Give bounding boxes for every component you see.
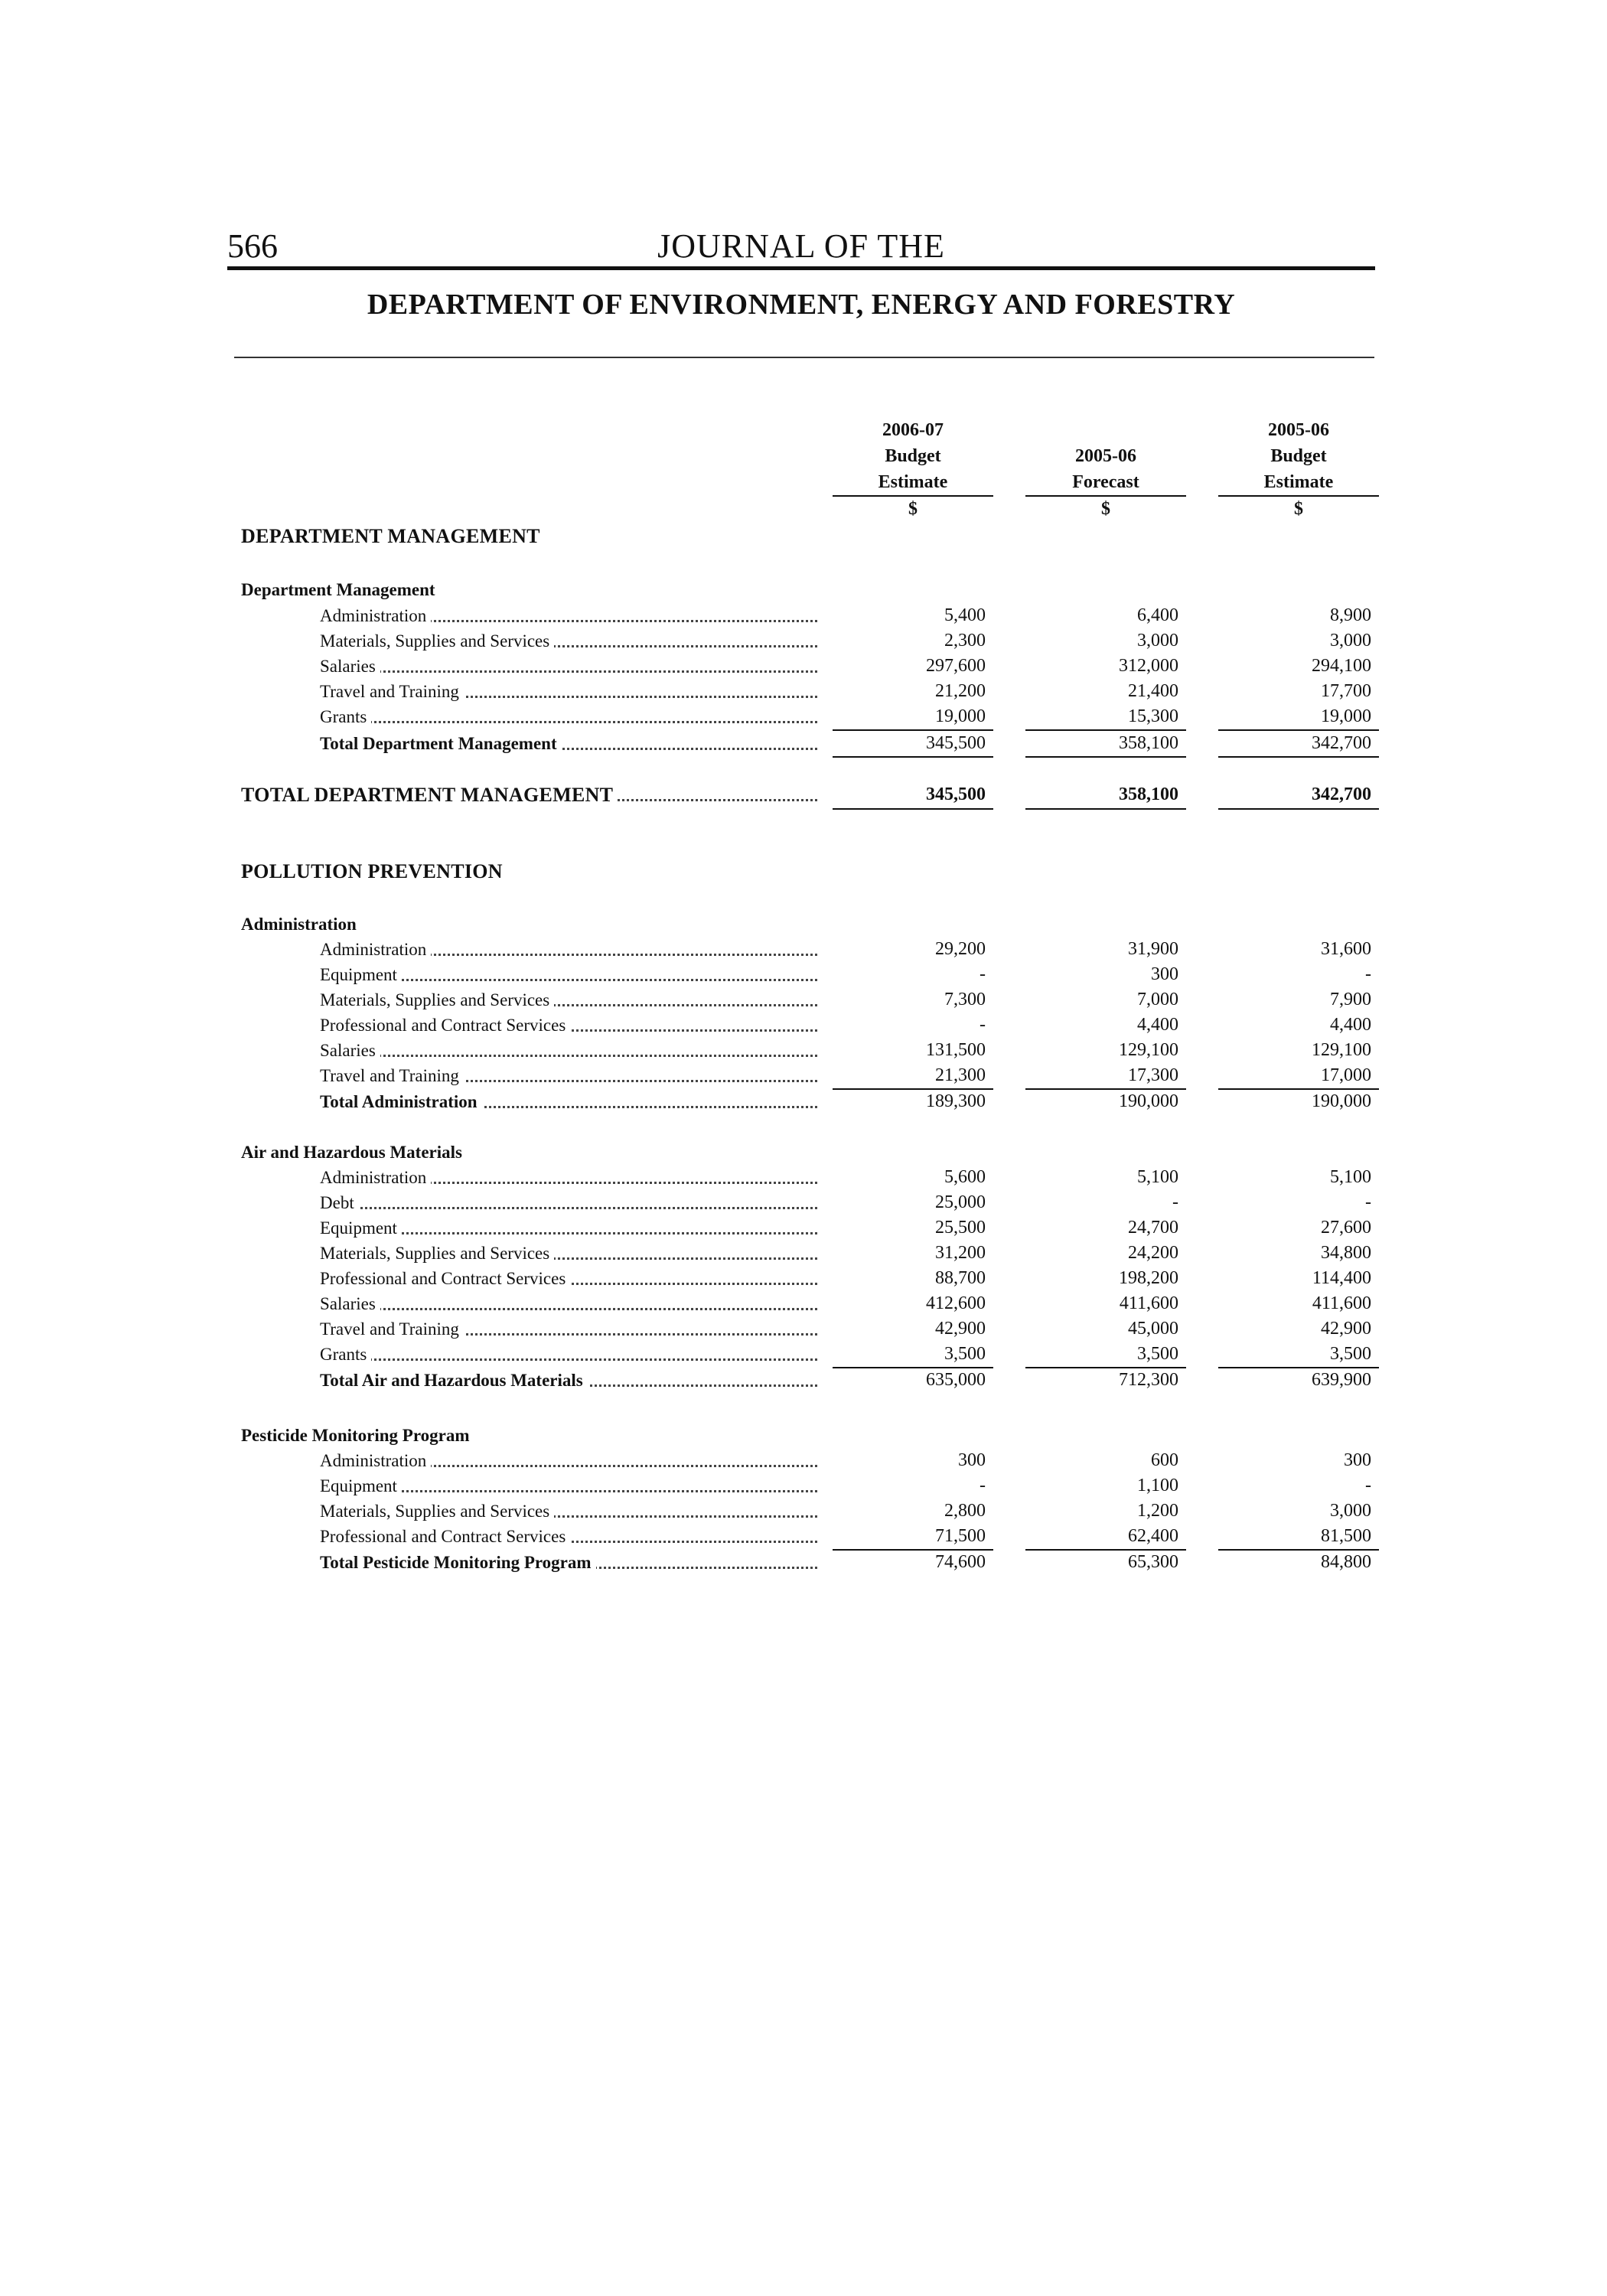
group-title: Department Management: [241, 580, 435, 599]
row-label: Total Air and Hazardous Materials: [320, 1371, 588, 1390]
table-row: [0, 628, 1607, 654]
row-label: Equipment: [320, 1218, 402, 1238]
row-value: 4,400: [1137, 1015, 1178, 1035]
row-value: 74,600: [935, 1552, 986, 1572]
row-value: 21,300: [935, 1065, 986, 1085]
row-value: 129,100: [1119, 1040, 1178, 1060]
row-value: 345,500: [926, 784, 986, 804]
row-value: 342,700: [1312, 733, 1371, 753]
row-label: Total Pesticide Monitoring Program: [320, 1553, 596, 1572]
row-value: 27,600: [1321, 1218, 1371, 1238]
row-value: 25,000: [935, 1192, 986, 1212]
group-total-row: [0, 1550, 1607, 1575]
row-value: 3,000: [1137, 631, 1178, 651]
row-value: 7,000: [1137, 990, 1178, 1009]
row-label: Total Administration: [320, 1092, 482, 1111]
table-row: [0, 987, 1607, 1013]
table-row: [0, 1342, 1607, 1367]
row-label: Travel and Training: [320, 682, 464, 701]
currency-symbol: $: [1101, 499, 1110, 519]
row-value: -: [1365, 1192, 1371, 1212]
row-label: Administration: [320, 1451, 431, 1470]
row-value: 312,000: [1119, 656, 1178, 676]
row-label: Materials, Supplies and Services: [320, 631, 554, 651]
row-value: 635,000: [926, 1370, 986, 1390]
total-rule: [1218, 756, 1379, 758]
row-value: 300: [1344, 1450, 1371, 1470]
table-row: [0, 1013, 1607, 1038]
row-value: -: [980, 1015, 986, 1035]
row-value: 345,500: [926, 733, 986, 753]
table-row: [0, 1473, 1607, 1499]
row-value: 42,900: [1321, 1319, 1371, 1339]
row-value: 21,400: [1128, 681, 1178, 701]
table-row: [0, 1063, 1607, 1088]
row-value: 294,100: [1312, 656, 1371, 676]
table-row: [0, 654, 1607, 679]
page-number: 566: [227, 227, 278, 265]
column-header-2005-06-forecast: [1025, 417, 1186, 497]
row-value: 412,600: [926, 1293, 986, 1313]
row-value: 3,000: [1330, 1501, 1371, 1521]
row-value: 65,300: [1128, 1552, 1178, 1572]
table-row: [0, 679, 1607, 704]
row-value: 297,600: [926, 656, 986, 676]
total-rule: [833, 756, 993, 758]
table-row: [0, 1241, 1607, 1266]
column-header-line: Estimate: [1218, 469, 1379, 497]
table-row: [0, 1448, 1607, 1473]
row-value: 17,700: [1321, 681, 1371, 701]
row-label: Salaries: [320, 657, 380, 676]
row-value: 3,500: [1330, 1344, 1371, 1364]
row-value: 300: [1151, 964, 1178, 984]
row-value: 19,000: [1321, 706, 1371, 726]
group-total-row: [0, 1089, 1607, 1114]
row-value: 190,000: [1312, 1091, 1371, 1111]
row-value: 3,000: [1330, 631, 1371, 651]
row-value: 358,100: [1119, 733, 1178, 753]
row-value: 3,500: [944, 1344, 986, 1364]
row-value: 129,100: [1312, 1040, 1371, 1060]
row-value: -: [1172, 1192, 1178, 1212]
row-value: 411,600: [1312, 1293, 1371, 1313]
row-value: 600: [1151, 1450, 1178, 1470]
row-value: 5,100: [1330, 1167, 1371, 1187]
row-value: 131,500: [926, 1040, 986, 1060]
header-rule: [227, 266, 1375, 270]
page-header: [227, 225, 1375, 268]
section-total-rule: [1025, 808, 1186, 810]
column-header-line: Estimate: [833, 469, 993, 497]
row-value: 84,800: [1321, 1552, 1371, 1572]
table-row: [0, 603, 1607, 628]
row-label: Salaries: [320, 1041, 380, 1060]
row-value: 6,400: [1137, 605, 1178, 625]
row-value: 81,500: [1321, 1526, 1371, 1546]
row-label: Salaries: [320, 1294, 380, 1313]
row-label: Professional and Contract Services: [320, 1016, 570, 1035]
group-title: Administration: [241, 915, 357, 934]
journal-title: JOURNAL OF THE: [657, 227, 945, 265]
row-label: Administration: [320, 1168, 431, 1187]
table-row: [0, 1190, 1607, 1215]
row-label: Equipment: [320, 1476, 402, 1495]
row-value: 42,900: [935, 1319, 986, 1339]
row-value: 189,300: [926, 1091, 986, 1111]
row-value: 17,000: [1321, 1065, 1371, 1085]
group-total-row: [0, 1368, 1607, 1393]
table-row: [0, 1266, 1607, 1291]
row-label: Administration: [320, 606, 431, 625]
row-value: 114,400: [1312, 1268, 1371, 1288]
row-value: 71,500: [935, 1526, 986, 1546]
column-header-line: Budget: [885, 446, 941, 466]
row-value: 639,900: [1312, 1370, 1371, 1390]
table-row: [0, 1215, 1607, 1241]
row-label: TOTAL DEPARTMENT MANAGEMENT: [241, 784, 618, 806]
column-header-line: Forecast: [1025, 469, 1186, 497]
section-total-row: [0, 782, 1607, 807]
table-row: [0, 937, 1607, 962]
row-value: 2,300: [944, 631, 986, 651]
row-value: 62,400: [1128, 1526, 1178, 1546]
row-value: 190,000: [1119, 1091, 1178, 1111]
row-label: Professional and Contract Services: [320, 1527, 570, 1546]
row-value: 5,400: [944, 605, 986, 625]
row-value: -: [980, 1476, 986, 1495]
table-row: [0, 1291, 1607, 1316]
table-row: [0, 704, 1607, 729]
section-total-rule: [1218, 808, 1379, 810]
row-value: 7,300: [944, 990, 986, 1009]
table-row: [0, 1499, 1607, 1524]
row-value: 198,200: [1119, 1268, 1178, 1288]
column-header-line: [1025, 417, 1186, 443]
row-value: 15,300: [1128, 706, 1178, 726]
table-row: [0, 1316, 1607, 1342]
total-rule: [1025, 756, 1186, 758]
row-value: 88,700: [935, 1268, 986, 1288]
column-header-2005-06-budget-estimate: [1218, 417, 1379, 497]
department-title: DEPARTMENT OF ENVIRONMENT, ENERGY AND FORESTRY: [367, 289, 1236, 321]
section-total-rule: [833, 808, 993, 810]
row-value: 300: [958, 1450, 986, 1470]
row-value: 1,100: [1137, 1476, 1178, 1495]
row-label: Materials, Supplies and Services: [320, 990, 554, 1009]
row-value: 45,000: [1128, 1319, 1178, 1339]
row-value: 4,400: [1330, 1015, 1371, 1035]
row-value: 5,600: [944, 1167, 986, 1187]
row-value: 712,300: [1119, 1370, 1178, 1390]
row-value: 19,000: [935, 706, 986, 726]
column-header-line: 2006-07: [882, 420, 944, 440]
table-row: [0, 1038, 1607, 1063]
row-value: 2,800: [944, 1501, 986, 1521]
row-label: Administration: [320, 940, 431, 959]
row-label: Grants: [320, 707, 371, 726]
row-value: 25,500: [935, 1218, 986, 1238]
group-title: Air and Hazardous Materials: [241, 1143, 462, 1162]
table-row: [0, 962, 1607, 987]
row-label: Travel and Training: [320, 1319, 464, 1339]
row-value: 24,700: [1128, 1218, 1178, 1238]
row-label: Debt: [320, 1193, 359, 1212]
currency-symbol: $: [908, 499, 918, 519]
row-value: 24,200: [1128, 1243, 1178, 1263]
currency-symbol: $: [1294, 499, 1303, 519]
row-value: 3,500: [1137, 1344, 1178, 1364]
row-value: 31,900: [1128, 939, 1178, 959]
row-label: Total Department Management: [320, 734, 562, 753]
column-header-line: Budget: [1270, 446, 1327, 466]
row-value: 1,200: [1137, 1501, 1178, 1521]
section-title: POLLUTION PREVENTION: [241, 860, 503, 882]
row-value: -: [1365, 964, 1371, 984]
row-value: 29,200: [935, 939, 986, 959]
column-header-line: 2005-06: [1268, 420, 1329, 440]
table-row: [0, 1524, 1607, 1549]
column-header-2006-07-budget-estimate: [833, 417, 993, 497]
row-label: Travel and Training: [320, 1066, 464, 1085]
row-label: Materials, Supplies and Services: [320, 1244, 554, 1263]
row-value: 34,800: [1321, 1243, 1371, 1263]
row-label: Materials, Supplies and Services: [320, 1502, 554, 1521]
row-value: -: [1365, 1476, 1371, 1495]
row-value: 5,100: [1137, 1167, 1178, 1187]
row-value: 31,600: [1321, 939, 1371, 959]
table-row: [0, 1165, 1607, 1190]
row-label: Equipment: [320, 965, 402, 984]
row-value: -: [980, 964, 986, 984]
row-value: 411,600: [1119, 1293, 1178, 1313]
row-value: 31,200: [935, 1243, 986, 1263]
row-value: 342,700: [1312, 784, 1371, 804]
row-label: Grants: [320, 1345, 371, 1364]
row-value: 8,900: [1330, 605, 1371, 625]
row-value: 21,200: [935, 681, 986, 701]
title-rule: [234, 357, 1374, 358]
row-label: Professional and Contract Services: [320, 1269, 570, 1288]
row-value: 7,900: [1330, 990, 1371, 1009]
group-total-row: [0, 731, 1607, 756]
row-value: 358,100: [1119, 784, 1178, 804]
section-title: DEPARTMENT MANAGEMENT: [241, 525, 540, 547]
row-value: 17,300: [1128, 1065, 1178, 1085]
column-header-line: 2005-06: [1075, 446, 1136, 466]
group-title: Pesticide Monitoring Program: [241, 1426, 470, 1445]
